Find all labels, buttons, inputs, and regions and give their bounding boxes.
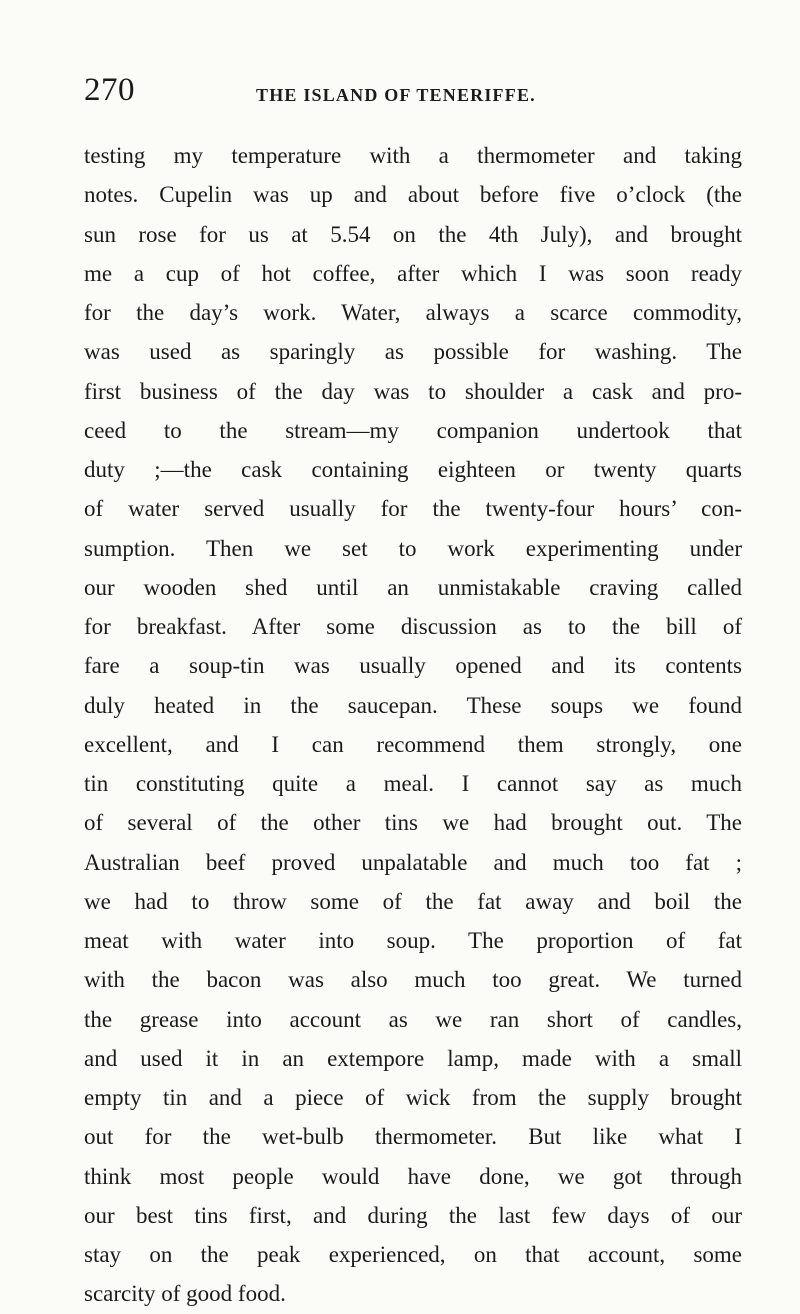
text-line: think most people would have done, we got through: [84, 1163, 742, 1189]
text-line: empty tin and a piece of wick from the supply brought: [84, 1085, 742, 1110]
text-line: we had to throw some of the fat away and boil the: [84, 888, 742, 914]
text-line: our best tins first, and during the last few days of our: [84, 1202, 742, 1228]
text-line: ceed to the stream—my companion undertook that: [84, 417, 742, 443]
text-line: testing my temperature with a thermometer and taking: [84, 143, 742, 168]
text-line: duty ;—the cask containing eighteen or twenty quarts: [84, 457, 742, 482]
text-line: for the day’s work. Water, always a scarce commodity,: [84, 300, 742, 325]
text-line: of water served usually for the twenty-four hours’ con-: [84, 496, 742, 522]
text-line: Australian beef proved unpalatable and much too fat ;: [84, 849, 742, 875]
text-line: of several of the other tins we had brought out. The: [84, 810, 742, 836]
running-title: THE ISLAND OF TENERIFFE.: [256, 85, 536, 105]
text-line: meat with water into soup. The proportion of fat: [84, 928, 742, 953]
text-line: and used it in an extempore lamp, made with a small: [84, 1045, 742, 1071]
text-line: me a cup of hot coffee, after which I was soon ready: [84, 260, 742, 286]
text-line: was used as sparingly as possible for washing. The: [84, 339, 742, 365]
text-line: tin constituting quite a meal. I cannot say as much: [84, 771, 742, 796]
text-line: notes. Cupelin was up and about before five o’clock (the: [84, 182, 742, 208]
text-line: for breakfast. After some discussion as to the bill of: [84, 614, 742, 639]
text-line: sumption. Then we set to work experimenting under: [84, 535, 742, 561]
body-text: [84, 136, 742, 1314]
text-line: the grease into account as we ran short of candles,: [84, 1006, 742, 1032]
text-line: with the bacon was also much too great. We turned: [84, 967, 742, 993]
text-line: fare a soup-tin was usually opened and its contents: [84, 653, 742, 679]
text-line: stay on the peak experienced, on that account, some: [84, 1242, 742, 1267]
text-line: out for the wet-bulb thermometer. But like what I: [84, 1124, 742, 1150]
text-line: sun rose for us at 5.54 on the 4th July), and brought: [84, 221, 742, 247]
text-line: scarcity of good food.: [84, 1281, 286, 1307]
text-line: excellent, and I can recommend them strongly, one: [84, 731, 742, 757]
text-line: duly heated in the saucepan. These soups we found: [84, 692, 742, 718]
text-line: first business of the day was to shoulder a cask and pro-: [84, 378, 742, 404]
text-line: our wooden shed until an unmistakable craving called: [84, 574, 742, 600]
page-number: 270: [84, 72, 135, 108]
